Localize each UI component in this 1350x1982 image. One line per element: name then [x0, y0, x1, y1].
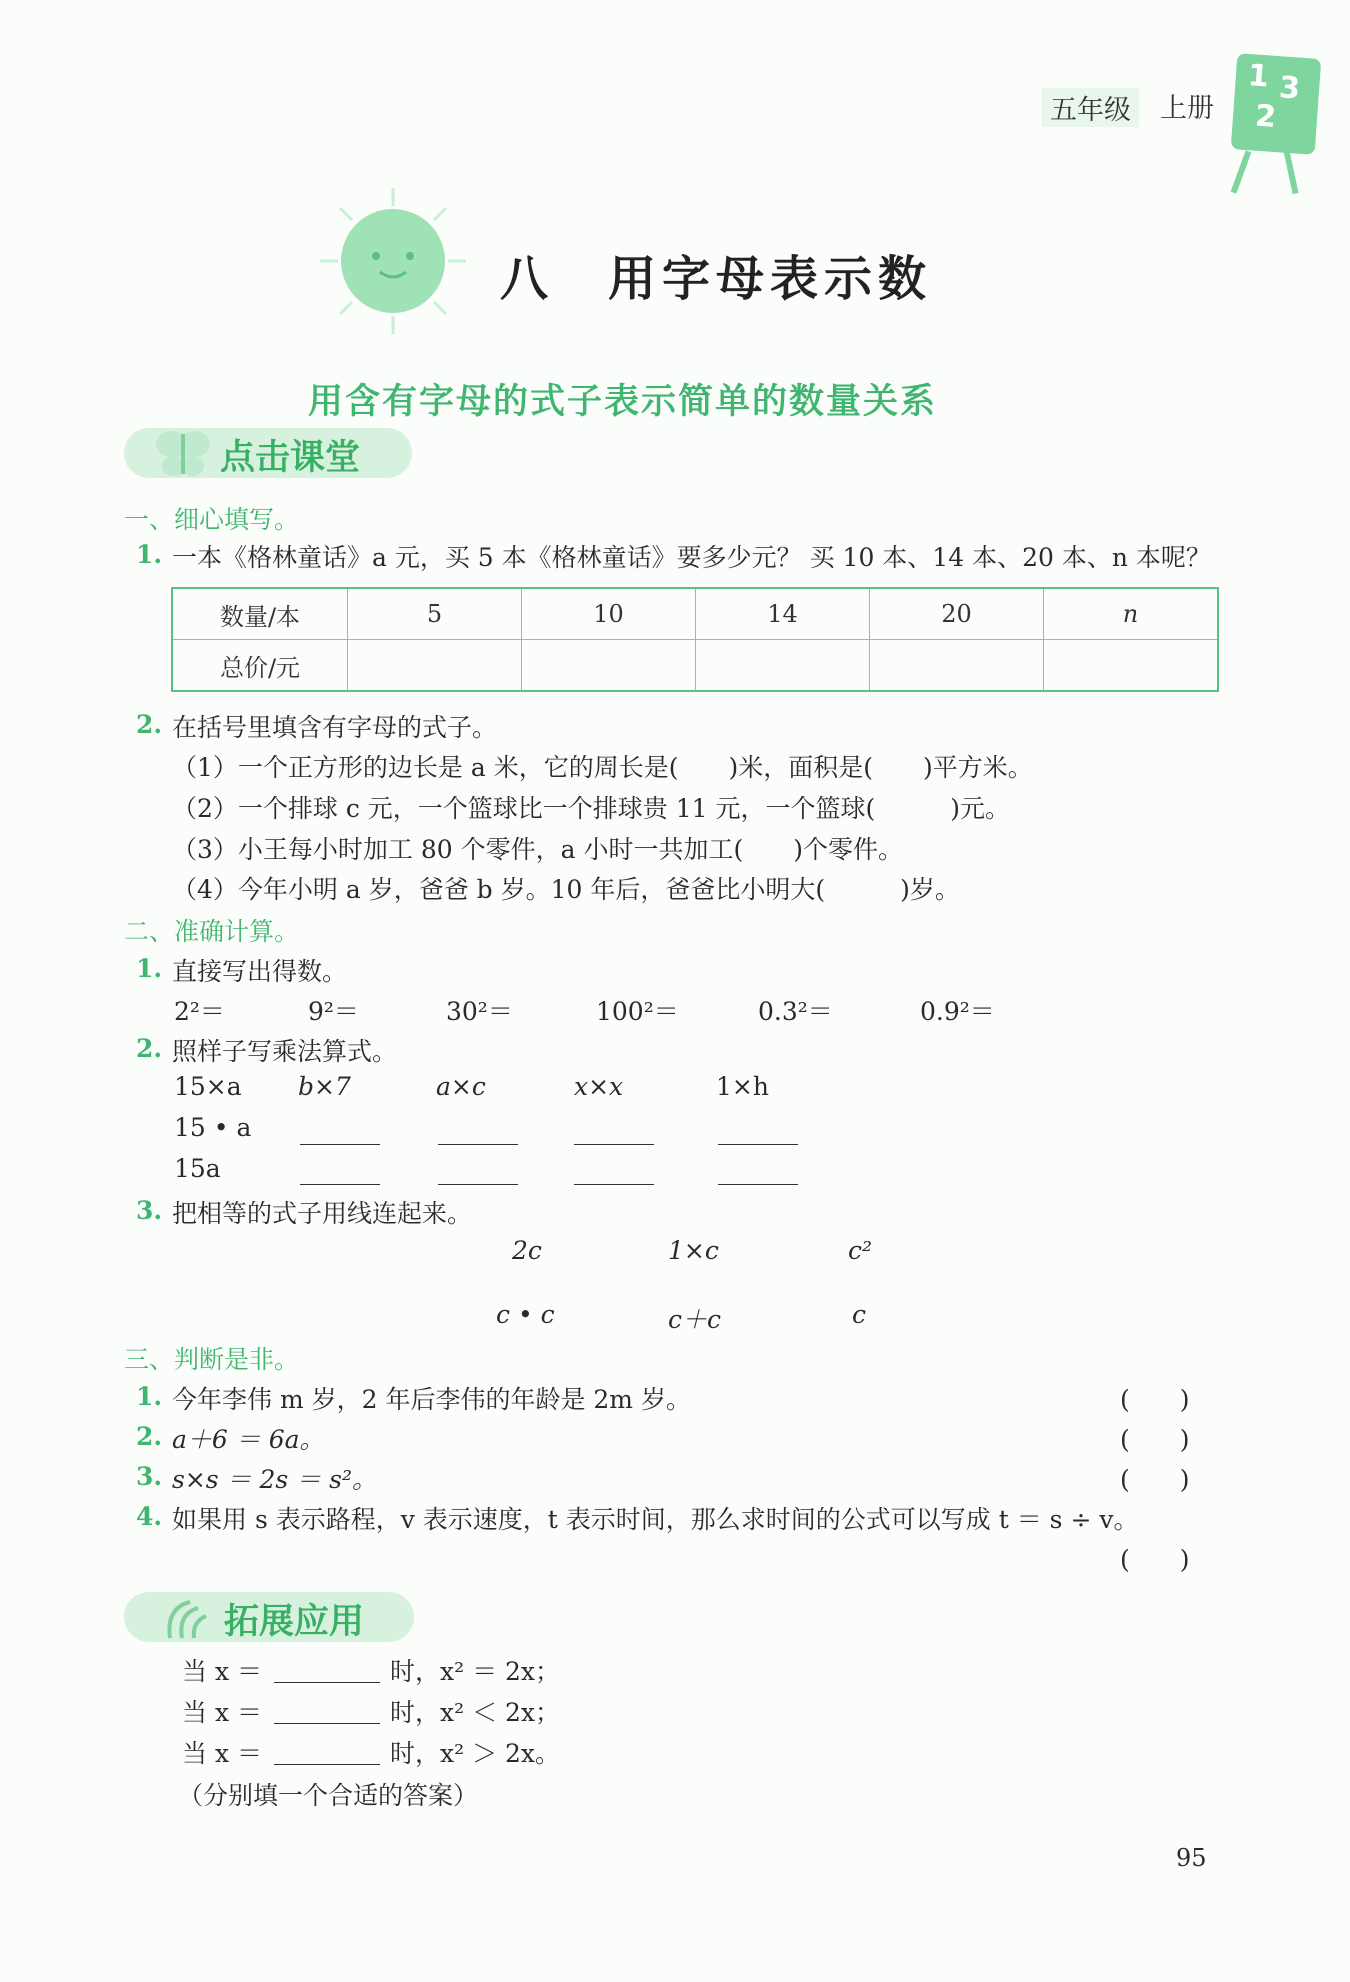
answer-blank[interactable] [574, 1158, 654, 1185]
easel-leg-icon [1283, 150, 1298, 194]
table-cell: 14 [696, 588, 870, 640]
question-number: 3. [136, 1196, 163, 1225]
question-number: 2. [136, 710, 163, 739]
match-expression[interactable]: 2c [512, 1236, 542, 1265]
section-banner-title: 拓展应用 [224, 1602, 365, 1642]
answer-blank[interactable] [718, 1158, 798, 1185]
question-text: 把相等的式子用线连起来。 [172, 1199, 473, 1228]
judgement-statement: 如果用 s 表示路程，v 表示速度，t 表示时间，那么求时间的公式可以写成 t ＝ s ÷ v。 [172, 1505, 1139, 1534]
answer-blank[interactable] [438, 1158, 518, 1185]
badge-digit: 2 [1253, 98, 1278, 135]
badge-digit: 1 [1246, 58, 1270, 95]
part3-heading: 三、判断是非。 [124, 1345, 300, 1374]
question-text: 直接写出得数。 [172, 957, 348, 986]
example-expression: 15a [174, 1154, 221, 1183]
expression: 100²＝ [596, 997, 679, 1026]
table-row [172, 588, 1218, 640]
question-text: 一本《格林童话》a 元，买 5 本《格林童话》要多少元？ 买 10 本、14 本、20 本、n 本呢？ [172, 543, 1211, 572]
answer-cell[interactable] [1044, 640, 1219, 692]
chapter-subtitle: 用含有字母的式子表示简单的数量关系 [308, 382, 938, 422]
expression: 0.3²＝ [758, 997, 833, 1026]
volume-label: 上册 [1160, 93, 1214, 124]
sub-question: （3）小王每小时加工 80 个零件，a 小时一共加工( )个零件。 [172, 835, 903, 864]
table-cell: 10 [522, 588, 696, 640]
table-cell: n [1044, 588, 1219, 640]
match-expression[interactable]: c • c [496, 1300, 555, 1329]
grade-label: 五年级 [1042, 88, 1139, 127]
extend-prefix: 当 x ＝ [182, 1698, 262, 1727]
question-text: 在括号里填含有字母的式子。 [172, 713, 498, 742]
extend-suffix: 时，x² ＝ 2x； [390, 1657, 561, 1686]
example-expression: 15×a [174, 1072, 242, 1101]
match-expression[interactable]: c＋c [668, 1305, 722, 1334]
sub-question: （2）一个排球 c 元，一个篮球比一个排球贵 11 元，一个篮球( )元。 [172, 794, 1011, 823]
blackboard-logo-icon [1231, 53, 1321, 155]
answer-cell[interactable] [348, 640, 522, 692]
question-number: 1. [136, 1382, 163, 1411]
extend-note: （分别填一个合适的答案） [178, 1781, 479, 1810]
answer-blank[interactable] [300, 1118, 380, 1145]
question-number: 1. [136, 954, 163, 983]
price-table [171, 587, 1219, 692]
page-number: 95 [1176, 1844, 1207, 1872]
answer-cell[interactable] [696, 640, 870, 692]
question-number: 1. [136, 540, 163, 569]
judgement-statement: 今年李伟 m 岁，2 年后李伟的年龄是 2m 岁。 [172, 1385, 691, 1414]
expression: x×x [574, 1072, 624, 1101]
expression: 1×h [716, 1072, 769, 1101]
section-banner-title: 点击课堂 [220, 438, 361, 478]
match-expression[interactable]: c² [848, 1236, 873, 1265]
extend-prefix: 当 x ＝ [182, 1657, 262, 1686]
answer-parentheses[interactable]: ( ) [1120, 1465, 1190, 1494]
expression: 0.9²＝ [920, 997, 995, 1026]
sun-icon [318, 186, 468, 336]
question-number: 2. [136, 1034, 163, 1063]
answer-blank[interactable] [574, 1118, 654, 1145]
answer-blank[interactable] [274, 1738, 380, 1765]
judgement-statement: s×s ＝ 2s ＝ s²。 [172, 1465, 377, 1494]
question-number: 4. [136, 1502, 163, 1531]
part2-heading: 二、准确计算。 [124, 917, 300, 946]
sub-question: （1）一个正方形的边长是 a 米，它的周长是( )米，面积是( )平方米。 [172, 753, 1033, 782]
expression: a×c [436, 1072, 486, 1101]
expression: b×7 [298, 1072, 351, 1101]
answer-cell[interactable] [522, 640, 696, 692]
answer-blank[interactable] [718, 1118, 798, 1145]
table-row [172, 640, 1218, 692]
answer-parentheses[interactable]: ( ) [1120, 1425, 1190, 1454]
answer-blank[interactable] [300, 1158, 380, 1185]
sub-question: （4）今年小明 a 岁，爸爸 b 岁。10 年后，爸爸比小明大( )岁。 [172, 875, 960, 904]
snail-icon [160, 1588, 220, 1648]
answer-blank[interactable] [438, 1118, 518, 1145]
extend-suffix: 时，x² ＞ 2x。 [390, 1739, 561, 1768]
table-cell: 5 [348, 588, 522, 640]
question-text: 照样子写乘法算式。 [172, 1037, 398, 1066]
answer-blank[interactable] [274, 1697, 380, 1724]
butterfly-icon [150, 420, 216, 486]
part1-heading: 一、细心填写。 [124, 505, 300, 534]
question-number: 3. [136, 1462, 163, 1491]
expression: 2²＝ [174, 997, 225, 1026]
badge-digit: 3 [1277, 70, 1302, 107]
expression: 9²＝ [308, 997, 359, 1026]
answer-blank[interactable] [274, 1656, 380, 1683]
expression: 30²＝ [446, 997, 513, 1026]
extend-prefix: 当 x ＝ [182, 1739, 262, 1768]
answer-parentheses[interactable]: ( ) [1120, 1545, 1190, 1574]
judgement-statement: a＋6 ＝ 6a。 [172, 1425, 325, 1454]
match-expression[interactable]: c [852, 1300, 867, 1329]
match-expression[interactable]: 1×c [668, 1236, 719, 1265]
answer-parentheses[interactable]: ( ) [1120, 1385, 1190, 1414]
table-header-cell: 数量/本 [172, 588, 348, 640]
easel-leg-icon [1231, 150, 1252, 193]
example-expression: 15 • a [174, 1113, 252, 1142]
table-header-cell: 总价/元 [172, 640, 348, 692]
question-number: 2. [136, 1422, 163, 1451]
extend-suffix: 时，x² ＜ 2x； [390, 1698, 561, 1727]
table-cell: 20 [870, 588, 1044, 640]
answer-cell[interactable] [870, 640, 1044, 692]
chapter-title: 八 用字母表示数 [500, 251, 933, 307]
